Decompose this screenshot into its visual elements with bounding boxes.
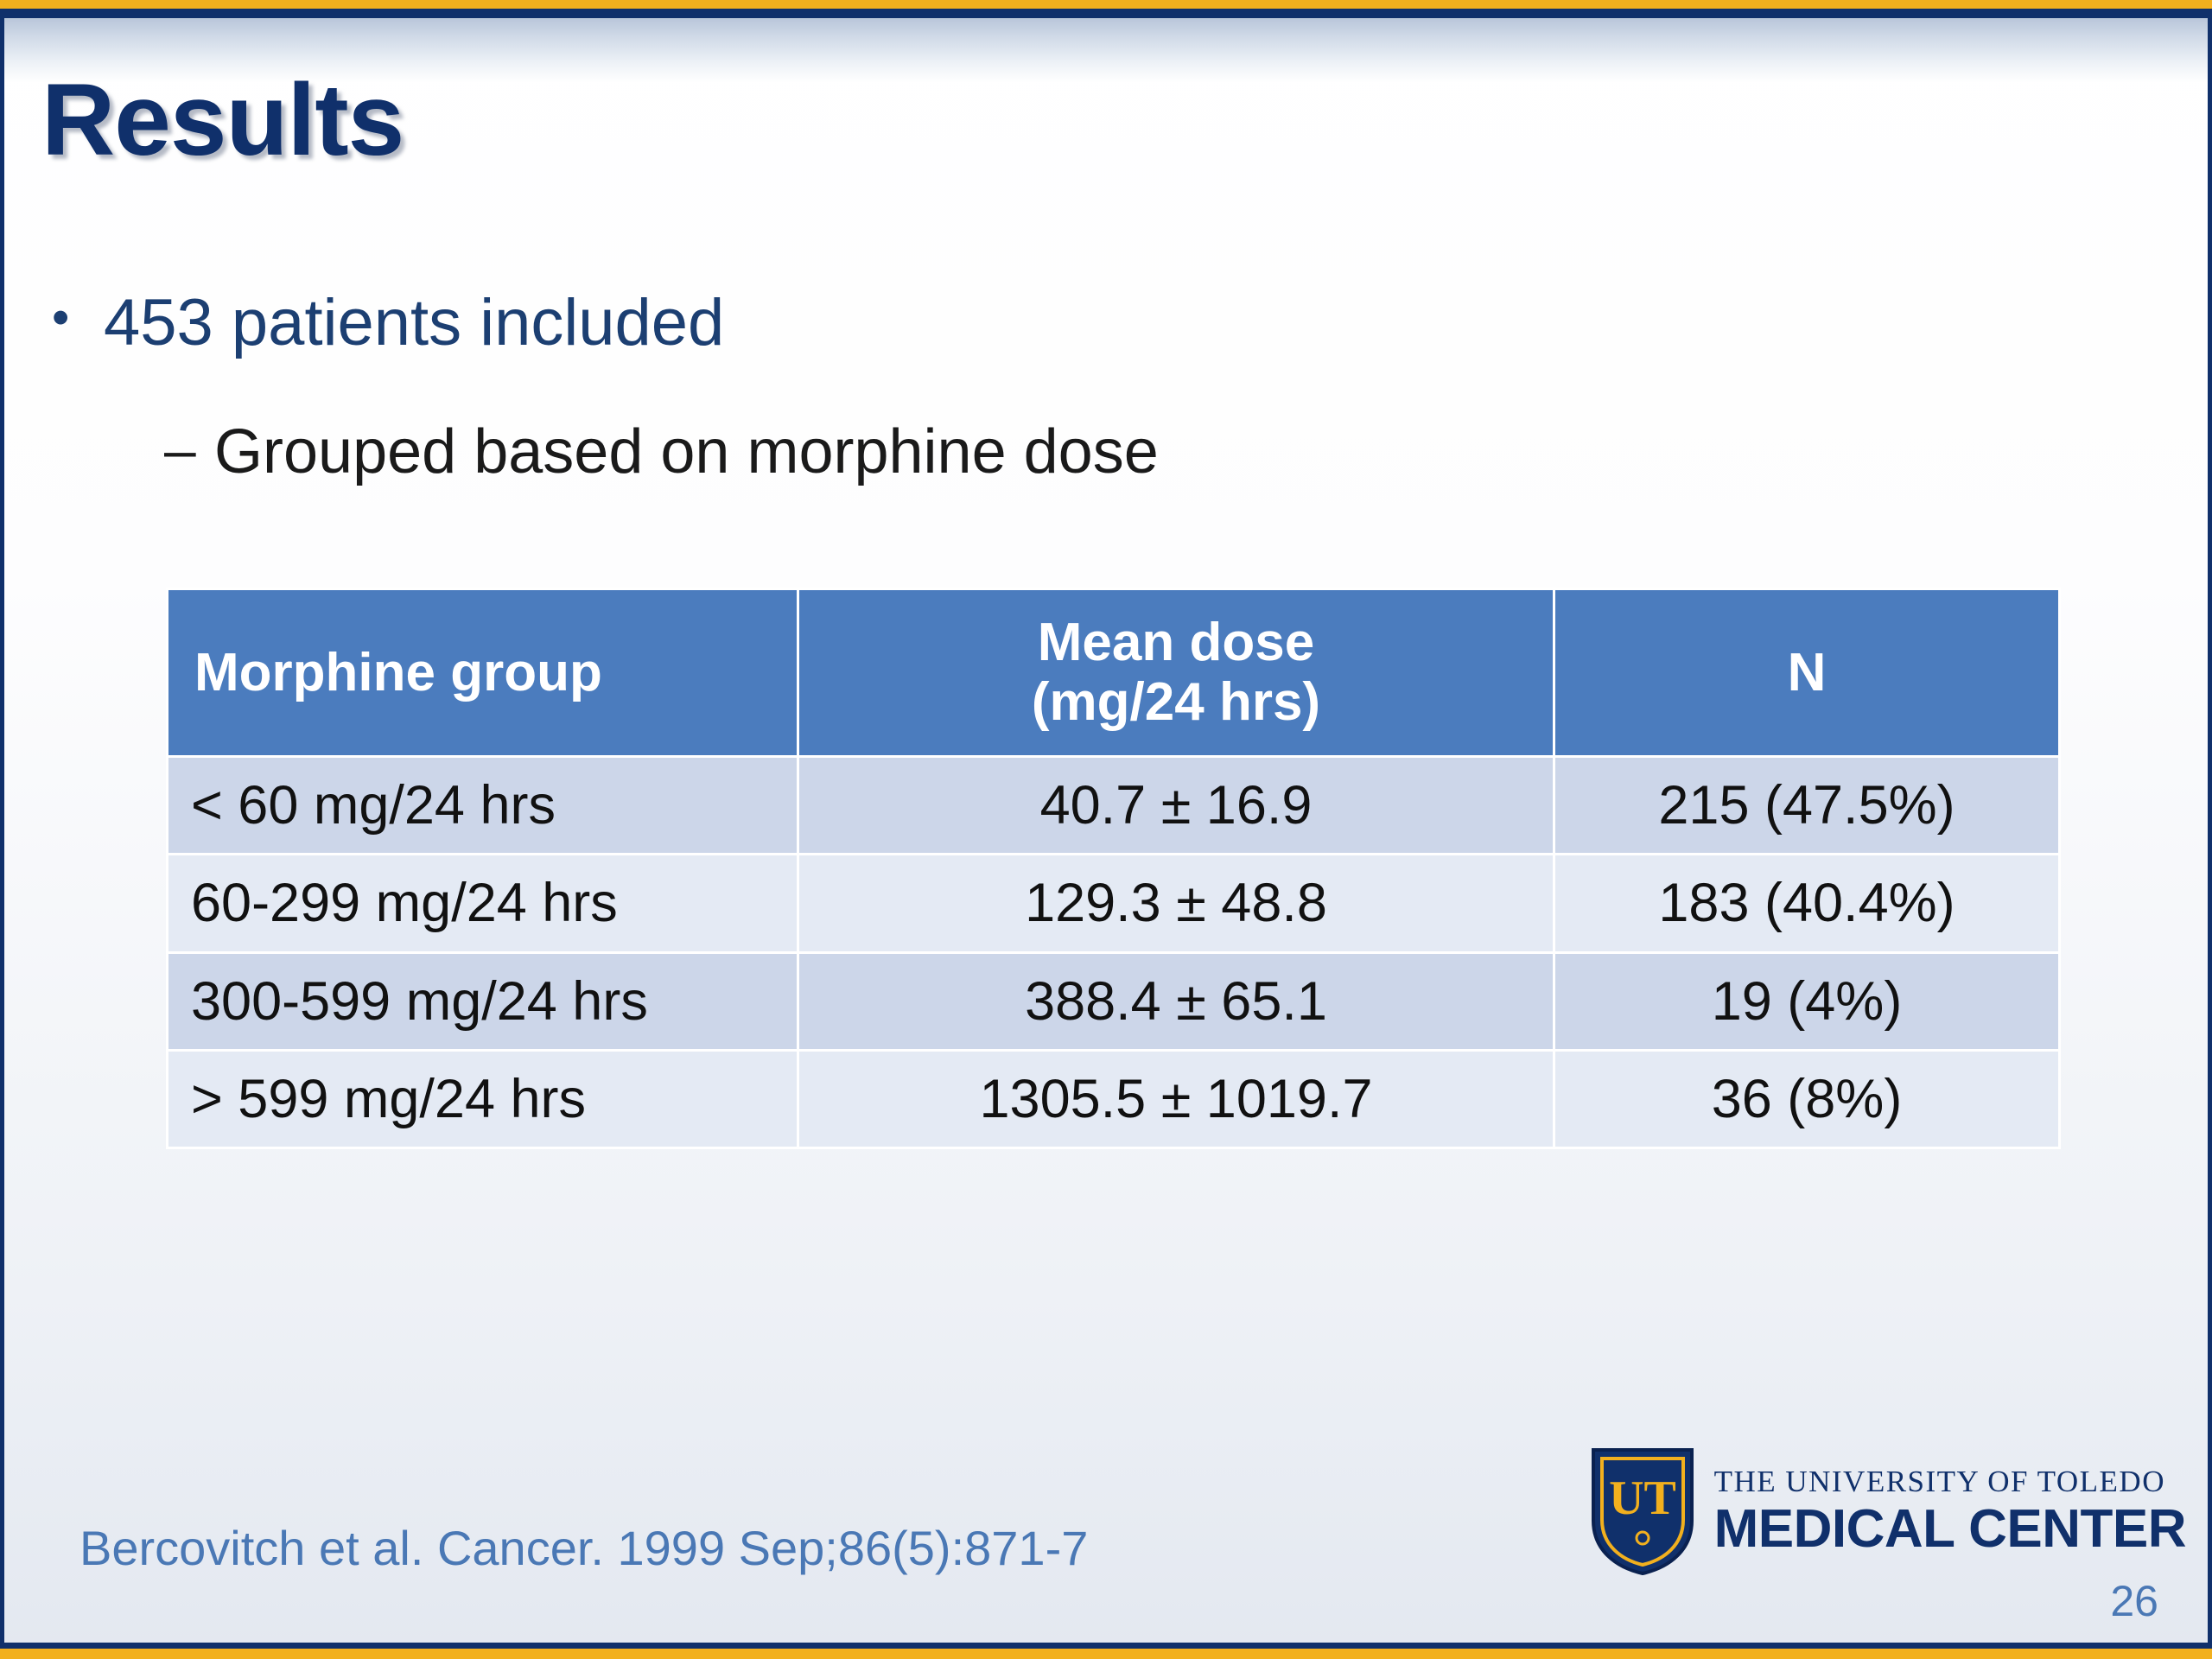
left-border-line [0,18,4,1643]
column-header-mean-dose-line1: Mean dose [1037,613,1315,672]
logo-wordmark [1713,1465,2186,1559]
cell-n: 36 (8%) [1554,1050,2060,1147]
bottom-navy-accent-bar [0,1643,2212,1649]
cell-n: 215 (47.5%) [1554,756,2060,854]
table-header-row [168,589,2060,757]
cell-mean-dose: 1305.5 ± 1019.7 [798,1050,1554,1147]
logo-line-medical-center: MEDICAL CENTER [1713,1499,2186,1559]
cell-n: 183 (40.4%) [1554,855,2060,952]
cell-n: 19 (4%) [1554,952,2060,1050]
table-row [168,756,2060,854]
right-border-line [2208,18,2212,1643]
bullet-level1 [52,287,724,359]
cell-mean-dose: 40.7 ± 16.9 [798,756,1554,854]
bottom-gold-accent-bar [0,1649,2212,1659]
bullet-level2-text: Grouped based on morphine dose [214,417,1159,486]
column-header-morphine-group: Morphine group [168,589,798,757]
table-row [168,855,2060,952]
page-title: Results [41,63,404,177]
cell-group: > 599 mg/24 hrs [168,1050,798,1147]
morphine-dose-table [166,588,2061,1149]
top-gold-accent-bar [0,0,2212,9]
table-row [168,952,2060,1050]
bullet-marker-icon: • [52,289,70,346]
citation-text: Bercovitch et al. Cancer. 1999 Sep;86(5):871-7 [79,1521,1089,1575]
cell-mean-dose: 388.4 ± 65.1 [798,952,1554,1050]
cell-group: 300-599 mg/24 hrs [168,952,798,1050]
shield-icon [1590,1446,1695,1576]
bullet-level1-text: 453 patients included [104,286,725,359]
bullet-level2 [164,418,1159,486]
cell-group: 60-299 mg/24 hrs [168,855,798,952]
column-header-mean-dose [798,589,1554,757]
top-navy-accent-bar [0,9,2212,18]
dash-marker-icon: – [164,417,196,481]
cell-mean-dose: 129.3 ± 48.8 [798,855,1554,952]
cell-group: < 60 mg/24 hrs [168,756,798,854]
table-row [168,1050,2060,1147]
svg-text:UT: UT [1608,1471,1676,1525]
logo-line-university: THE UNIVERSITY OF TOLEDO [1713,1465,2165,1498]
column-header-n: N [1554,589,2060,757]
page-number: 26 [2110,1577,2158,1625]
column-header-mean-dose-line2: (mg/24 hrs) [1031,672,1321,733]
university-logo [1590,1446,2186,1576]
